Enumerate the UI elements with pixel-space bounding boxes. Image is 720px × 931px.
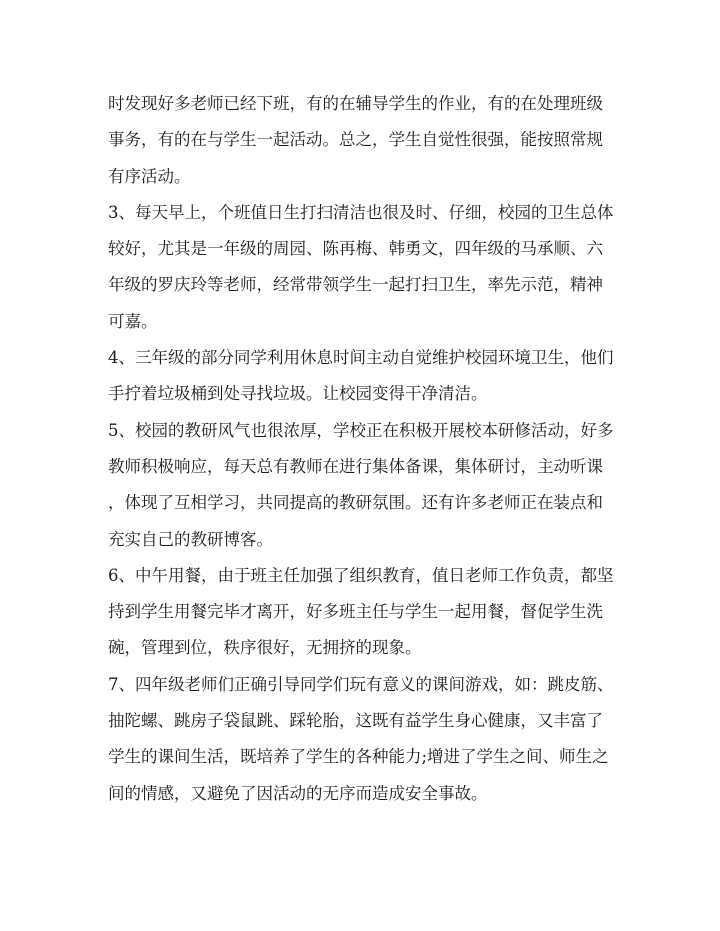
text-line: 时发现好多老师已经下班，有的在辅导学生的作业，有的在处理班级 — [108, 94, 603, 113]
text-line: 持到学生用餐完毕才离开，好多班主任与学生一起用餐，督促学生洗 — [108, 602, 603, 622]
text-line: 碗，管理到位，秩序很好，无拥挤的现象。 — [108, 638, 422, 658]
text-line: 间的情感，又避免了因活动的无序而造成安全事故。 — [108, 783, 488, 803]
text-line: 3、每天早上，个班值日生打扫清洁也很及时、仔细，校园的卫生总体 — [108, 202, 614, 222]
text-line: ，体现了互相学习，共同提高的教研氛围。还有许多老师正在装点和 — [108, 493, 603, 513]
text-line: 教师积极响应，每天总有教师在进行集体备课，集体研讨，主动听课 — [108, 456, 603, 476]
text-line: 5、校园的教研风气也很浓厚，学校正在积极开展校本研修活动，好多 — [108, 420, 614, 440]
text-line: 4、三年级的部分同学利用休息时间主动自觉维护校园环境卫生，他们 — [108, 348, 614, 368]
text-line: 年级的罗庆玲等老师，经常带领学生一起打扫卫生，率先示范，精神 — [108, 275, 603, 295]
text-line: 学生的课间生活，既培养了学生的各种能力;增进了学生之间、师生之 — [108, 747, 609, 767]
text-line: 7、四年级老师们正确引导同学们玩有意义的课间游戏，如：跳皮筋、 — [108, 674, 614, 694]
text-line: 手拧着垃圾桶到处寻找垃圾。让校园变得干净清洁。 — [108, 384, 488, 404]
text-line: 6、中午用餐，由于班主任加强了组织教育，值日老师工作负责，都坚 — [108, 565, 614, 585]
text-line: 事务，有的在与学生一起活动。总之，学生自觉性很强，能按照常规 — [108, 130, 603, 150]
text-line: 充实自己的教研博客。 — [108, 529, 273, 549]
text-line: 抽陀螺、跳房子袋鼠跳、踩轮胎，这既有益学生身心健康，又丰富了 — [108, 711, 603, 731]
text-line: 有序活动。 — [108, 166, 191, 186]
text-line: 可嘉。 — [108, 311, 158, 331]
text-line: 较好，尤其是一年级的周园、陈再梅、韩勇文，四年级的马承顺、六 — [108, 239, 603, 259]
document-body — [108, 86, 614, 812]
